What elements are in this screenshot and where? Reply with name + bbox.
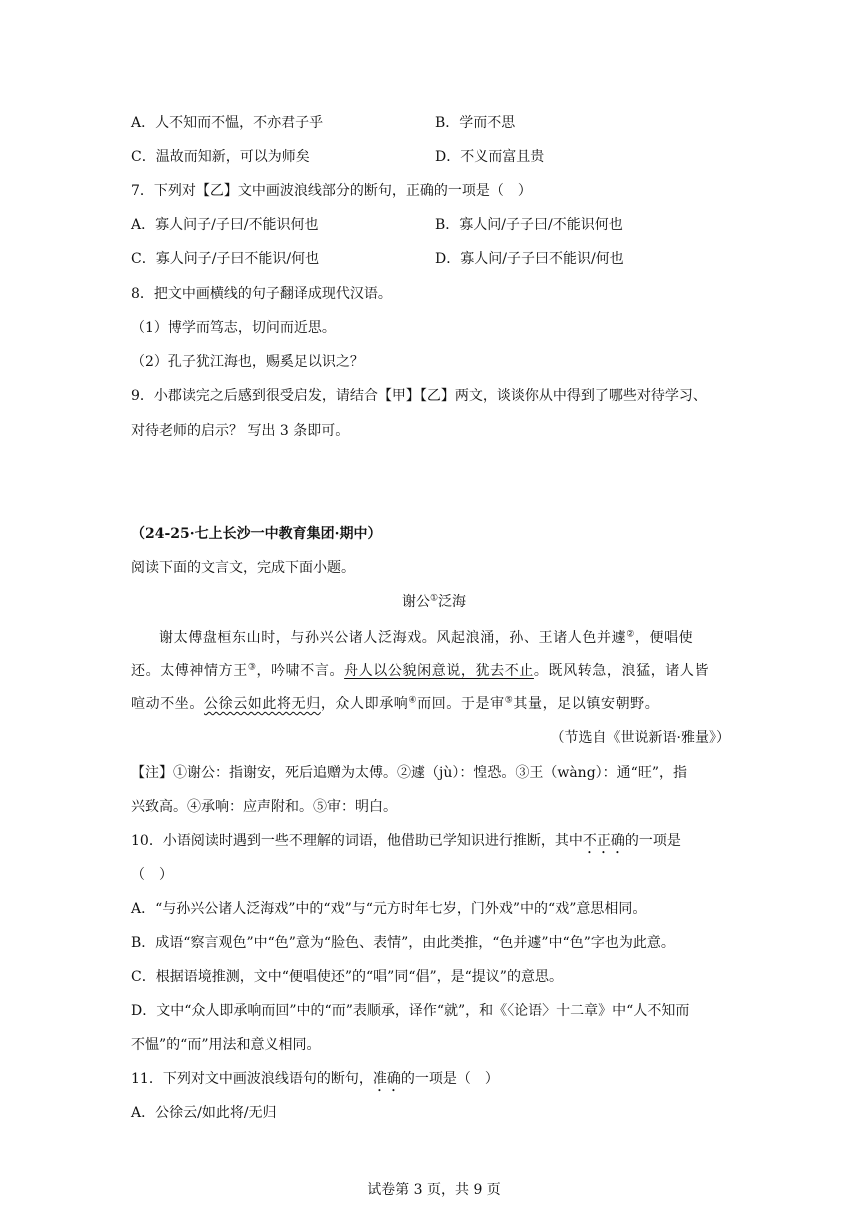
section-header: （24-25·七上长沙一中教育集团·期中） xyxy=(131,526,382,542)
q7-option-row-2 xyxy=(131,249,751,269)
q11-stem: 11．下列对文中画波浪线语句的断句，准确的一项是（ ） xyxy=(131,1071,499,1087)
q8-sentence-1: （1）博学而笃志，切问而近思。 xyxy=(131,320,336,336)
passage-source: （节选自《世说新语·雅量》） xyxy=(550,730,730,746)
q8-sentence-2: （2）孔子犹江海也，赐奚足以识之？ xyxy=(131,354,364,370)
emphasis-not-correct: 不正确 xyxy=(582,833,625,849)
q7-option-c: C．寡人问子/子曰不能识/何也 xyxy=(131,251,320,267)
q7-stem: 7．下列对【乙】文中画波浪线部分的断句，正确的一项是（ ） xyxy=(131,183,532,199)
notes-line-2: 兴致高。④承响：应声附和。⑤审：明白。 xyxy=(131,799,397,815)
q10-stem: 10．小语阅读时遇到一些不理解的词语，他借助已学知识进行推断，其中不正确的一项是 xyxy=(131,833,681,849)
q7-option-a: A．寡人问子/子曰/不能识何也 xyxy=(131,217,319,233)
underlined-sentence: 舟人以公貌闲意说，犹去不止 xyxy=(344,663,534,679)
wavy-underlined-sentence: 公徐云如此将无归 xyxy=(204,696,321,712)
q11-option-a: A．公徐云/如此将/无归 xyxy=(131,1105,277,1121)
q6-option-row-1 xyxy=(131,113,751,133)
q8-stem: 8．把文中画横线的句子翻译成现代汉语。 xyxy=(131,286,392,302)
page-footer: 试卷第 3 页，共 9 页 xyxy=(367,1182,501,1198)
passage-line-2: 还。太傅神情方王③，吟啸不言。舟人以公貌闲意说，犹去不止。既风转急，浪猛，诸人皆 xyxy=(131,662,710,679)
q7-option-b: B．寡人问/子子曰/不能识何也 xyxy=(435,217,623,233)
q6-option-a: A．人不知而不愠，不亦君子乎 xyxy=(131,115,324,131)
q6-option-d: D．不义而富且贵 xyxy=(435,149,545,165)
q6-option-row-2 xyxy=(131,147,751,167)
passage-title: 谢公①泛海 xyxy=(401,593,467,610)
q10-option-d-line-1: D．文中“众人即承响而回”中的“而”表顺承，译作“就”，和《〈论语〉十二章》中“人不知而 xyxy=(131,1003,690,1019)
q7-option-row-1 xyxy=(131,215,751,235)
q9-stem-line-2: 对待老师的启示？ 写出 3 条即可。 xyxy=(131,423,350,439)
passage-line-1: 谢太傅盘桓东山时，与孙兴公诸人泛海戏。风起浪涌，孙、王诸人色并遽②，便唱使 xyxy=(159,629,694,646)
q10-paren: （ ） xyxy=(131,867,173,883)
passage-line-3: 喧动不坐。公徐云如此将无归，众人即承响④而回。于是审⑤其量，足以镇安朝野。 xyxy=(131,695,660,712)
emphasis-accurate: 准确 xyxy=(372,1071,401,1087)
q6-option-c: C．温故而知新，可以为师矣 xyxy=(131,149,310,165)
q10-option-d-line-2: 不愠”的“而”用法和意义相同。 xyxy=(131,1037,321,1053)
q6-option-b: B．学而不思 xyxy=(435,115,516,131)
q9-stem-line-1: 9．小郡读完之后感到很受启发，请结合【甲】【乙】两文，谈谈你从中得到了哪些对待学习、 xyxy=(131,388,707,404)
section-instruction: 阅读下面的文言文，完成下面小题。 xyxy=(131,560,355,576)
notes-line-1: 【注】①谢公：指谢安，死后追赠为太傅。②遽（jù）：惶恐。③王（wàng）：通“旺”，指 xyxy=(131,765,687,781)
q10-option-c: C．根据语境推测，文中“便唱使还”的“唱”同“倡”，是“提议”的意思。 xyxy=(131,969,563,985)
q10-option-a: A．“与孙兴公诸人泛海戏”中的“戏”与“元方时年七岁，门外戏”中的“戏”意思相同。 xyxy=(131,901,647,917)
q10-option-b: B．成语“察言观色”中“色”意为“脸色、表情”，由此类推，“色并遽”中“色”字也为此意。 xyxy=(131,935,675,951)
q7-option-d: D．寡人问/子子曰不能识/何也 xyxy=(435,251,624,267)
